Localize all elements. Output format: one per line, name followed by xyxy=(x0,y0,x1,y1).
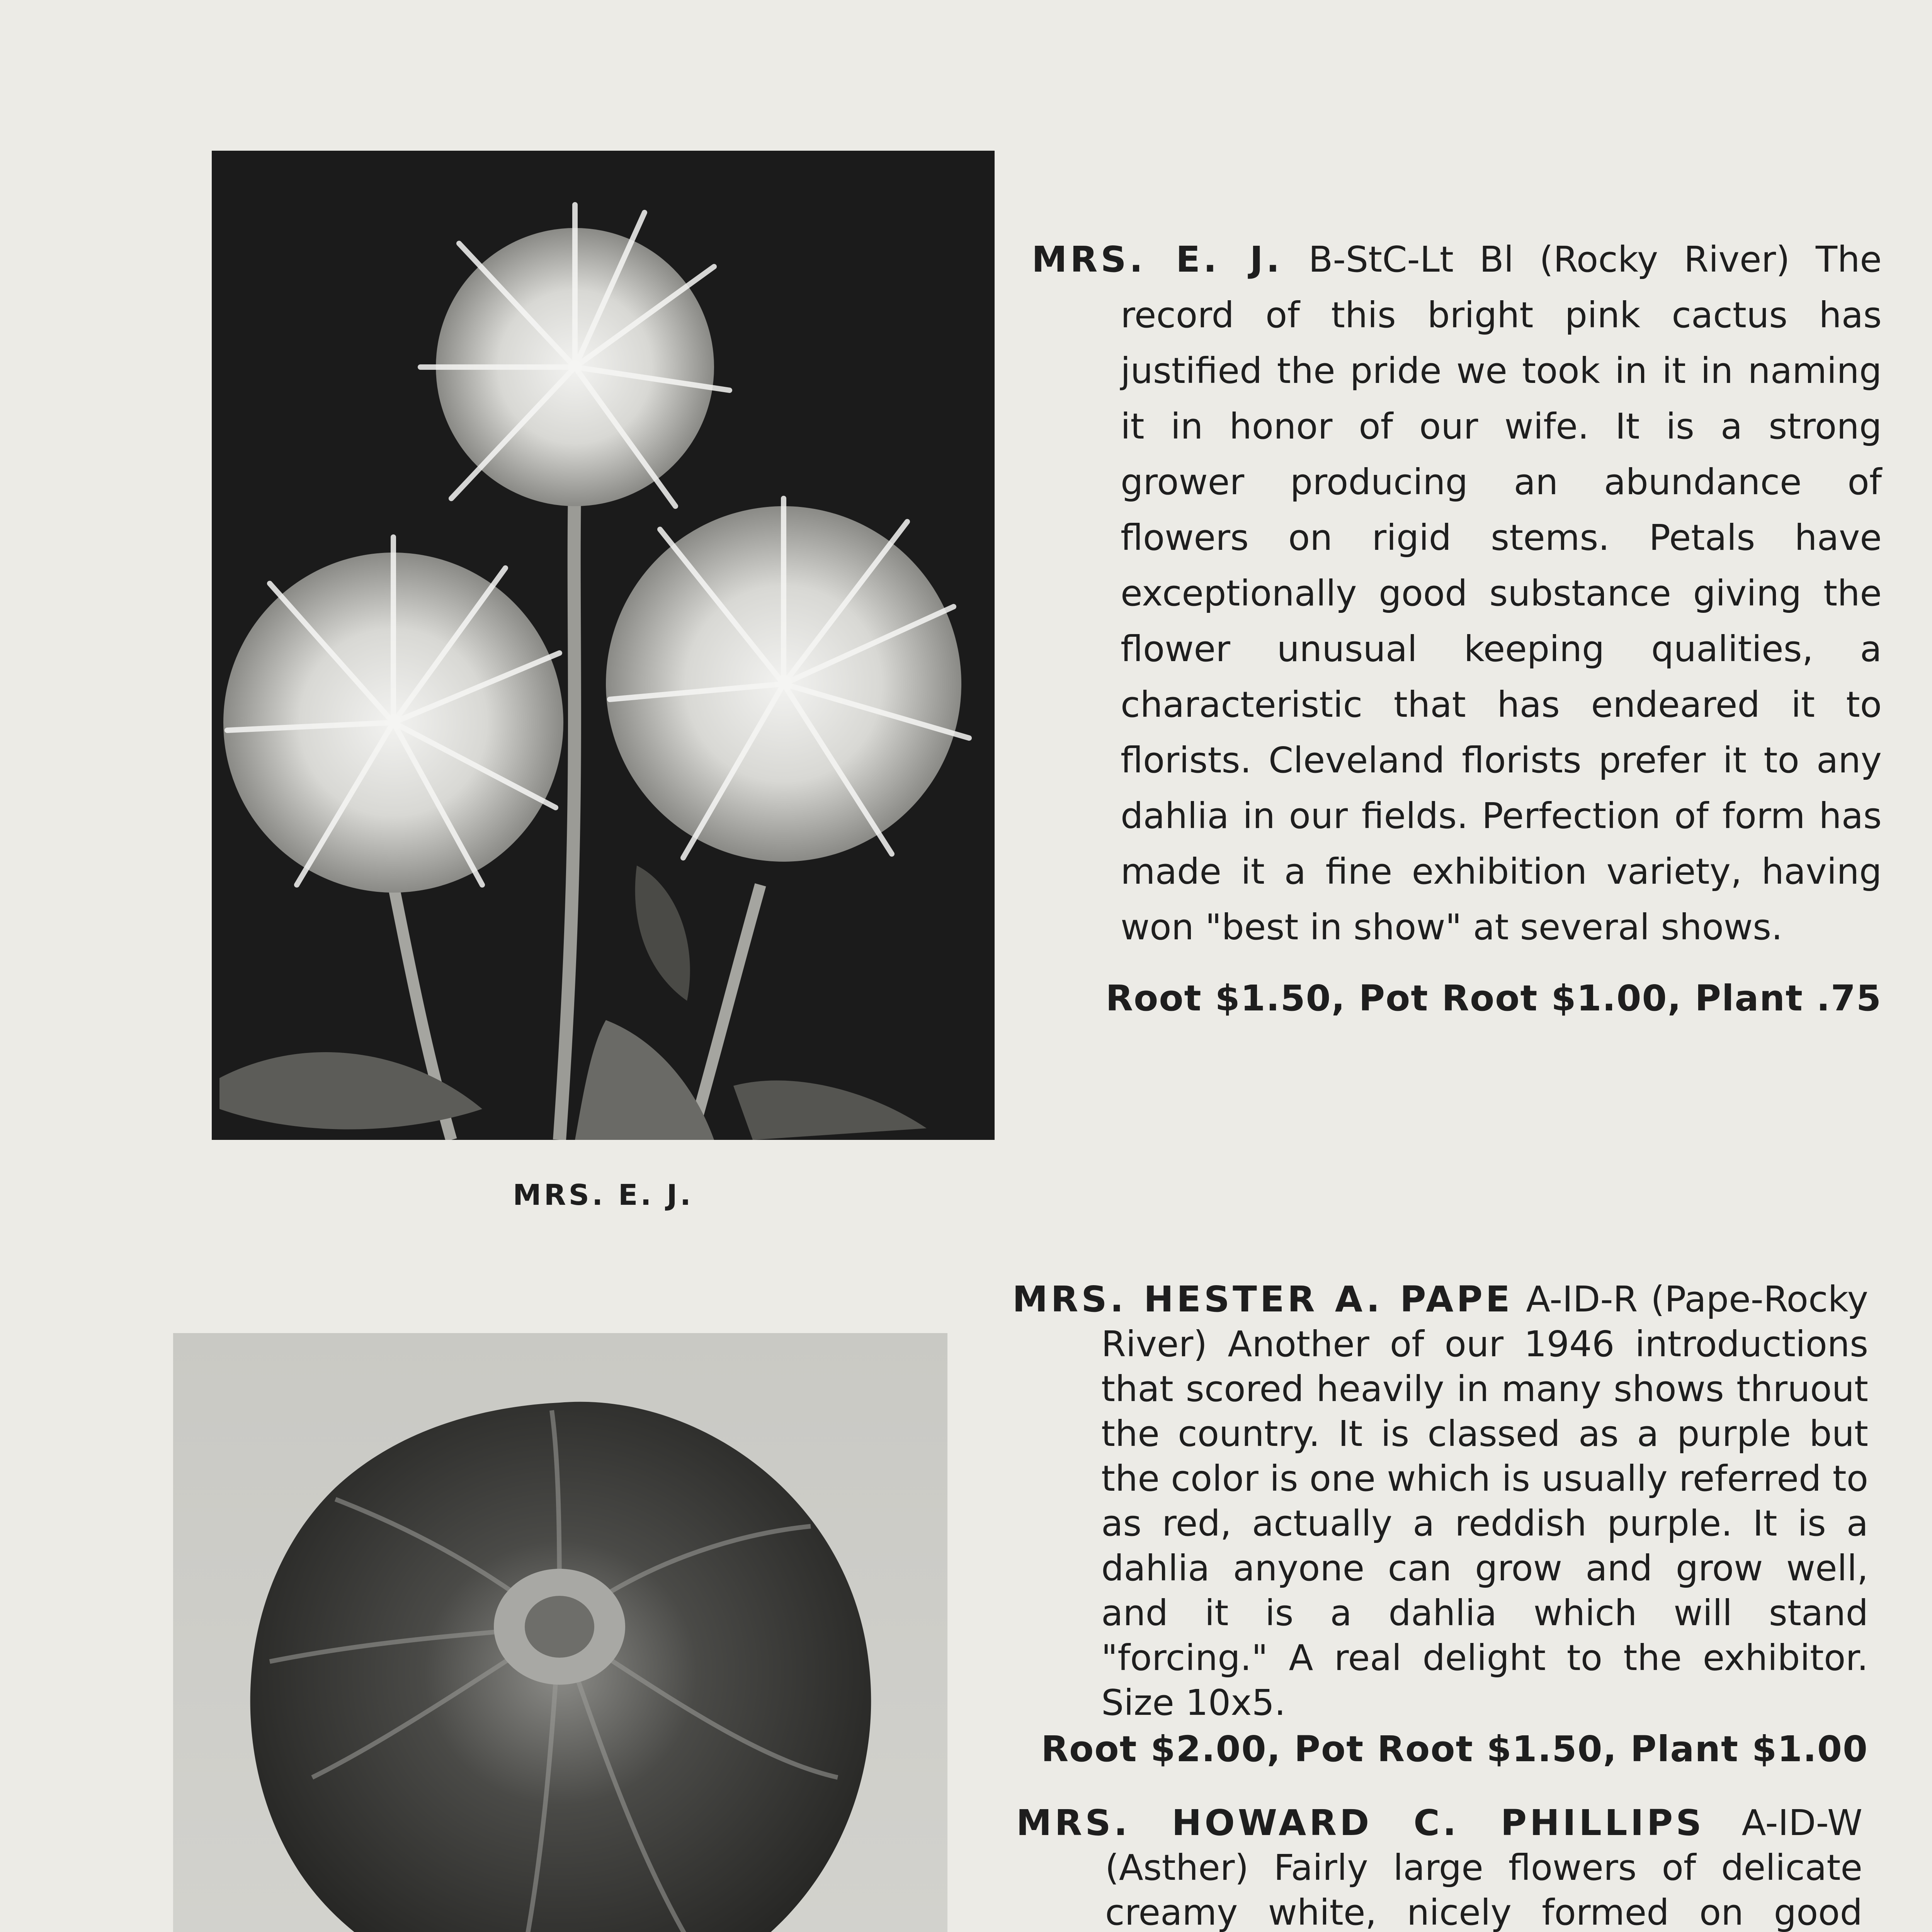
entry-mrs-e-j-name: MRS. E. J. xyxy=(1032,239,1283,280)
entry-mrs-howard-c-phillips-name: MRS. HOWARD C. PHILLIPS xyxy=(1016,1802,1705,1844)
photo-mrs-e-j xyxy=(212,151,995,1140)
entry-mrs-e-j-body xyxy=(1032,232,1882,955)
entry-mrs-howard-c-phillips-body xyxy=(1016,1801,1862,1932)
entry-mrs-hester-a-pape-name: MRS. HESTER A. PAPE xyxy=(1012,1279,1513,1320)
photo-caption-mrs-e-j: MRS. E. J. xyxy=(513,1179,694,1212)
entry-mrs-howard-c-phillips-text: A-ID-W (Asther) Fairly large flowers of delicate creamy white, nicely formed on good xyxy=(1105,1802,1863,1932)
entry-mrs-e-j-text: B-StC-Lt Bl (Rocky River) The record of this bright pink cactus has justified the pride we took in it in naming it in honor of our wife. It is a strong grower producing an abundance of flowers on rigid stems. Petals have exceptionally good substance giving the flower unusual keeping qualities, a characteristic that has endeared it to florists. Cleveland florists prefer it to any dahlia in our fields. Perfection of form has made it a fine exhibition variety, having won "best in show" at several shows. xyxy=(1121,239,1882,948)
photo-mrs-e-j-illustration xyxy=(212,151,995,1140)
entry-mrs-e-j-price: Root $1.50, Pot Root $1.00, Plant .75 xyxy=(1105,978,1882,1019)
photo-mrs-hester-a-pape-illustration xyxy=(173,1333,947,1932)
entry-mrs-hester-a-pape-body xyxy=(1012,1277,1868,1725)
entry-mrs-hester-a-pape-price: Root $2.00, Pot Root $1.50, Plant $1.00 xyxy=(1041,1728,1868,1770)
photo-mrs-hester-a-pape xyxy=(173,1333,947,1932)
entry-mrs-e-j xyxy=(1032,232,1882,1026)
entry-mrs-hester-a-pape-text: A-ID-R (Pape-Rocky River) Another of our 1946 introductions that scored heavily in many shows thruout the country. It is classed as a purple but the color is one which is usually referred to as red, actually a reddish purple. It is a dahlia anyone can grow and grow well, and it is a dahlia which will stand "forcing." A real delight to the exhibitor. Size 10x5. xyxy=(1101,1279,1868,1723)
entry-mrs-hester-a-pape xyxy=(1012,1277,1868,1772)
entry-mrs-howard-c-phillips xyxy=(1016,1801,1862,1932)
